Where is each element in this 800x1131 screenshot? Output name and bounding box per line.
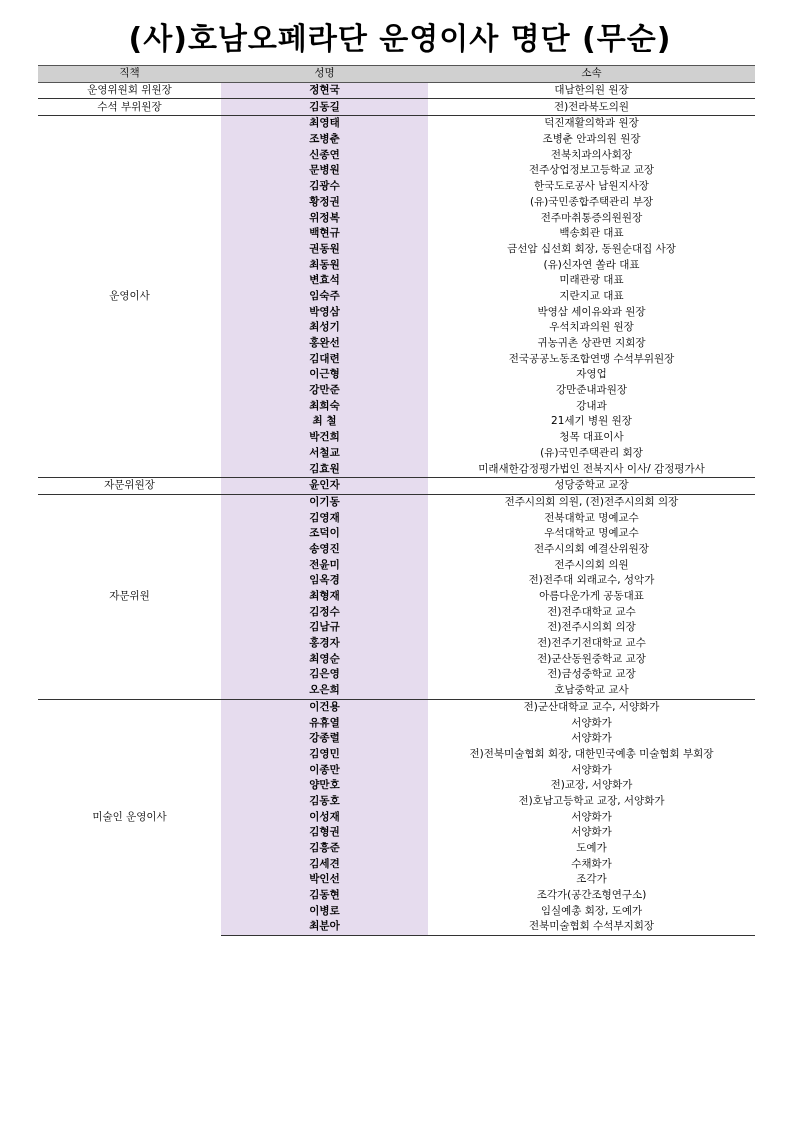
header-role: 직책 <box>38 66 221 83</box>
affiliation-cell: 전북치과의사회장 <box>550 148 633 161</box>
affiliation-cell: 미래관광 대표 <box>559 274 624 287</box>
affiliation-cell: 자영업 <box>576 368 607 381</box>
name-cell: 이기동 <box>221 494 428 510</box>
name-cell: 김흥준 <box>221 841 428 857</box>
affiliation-cell: 전주시의회 예결산위원장 <box>534 542 649 555</box>
affiliation-cell: 우석치과의원 원장 <box>549 321 634 334</box>
name-cell: 최동원 <box>221 257 428 273</box>
affiliation-cell: 강만준내과원장 <box>555 384 627 397</box>
affiliation-cell: (유)국민종합주택관리 부장 <box>529 195 654 208</box>
name-cell: 최 철 <box>221 414 428 430</box>
name-cell: 임숙주 <box>221 289 428 305</box>
table-row <box>38 99 755 116</box>
name-cell: 박건희 <box>221 430 428 446</box>
name-cell: 서철교 <box>221 446 428 462</box>
table-row <box>38 699 755 715</box>
name-cell: 김형권 <box>221 825 428 841</box>
affiliation-cell: 덕진재활의학과 원장 <box>428 116 755 132</box>
name-cell: 오은희 <box>221 683 428 699</box>
affiliation-cell: 도예가 <box>576 842 607 855</box>
name-cell: 최희숙 <box>221 398 428 414</box>
affiliation-cell: 전)전라북도의원 <box>428 99 755 116</box>
name-cell: 김영재 <box>221 510 428 526</box>
affiliation-cell: 21세기 병원 원장 <box>551 415 632 428</box>
affiliation-cell: 전)전주대학교 교수 <box>547 605 636 618</box>
affiliation-cell: 전국공공노동조합연맹 수석부위원장 <box>508 352 675 365</box>
affiliation-cell: 강내과 <box>576 399 607 412</box>
affiliation-cell: 전북대학교 명예교수 <box>544 511 639 524</box>
name-cell: 강만준 <box>221 383 428 399</box>
role-cell: 운영위원회 위원장 <box>38 82 221 99</box>
name-cell: 변효석 <box>221 273 428 289</box>
affiliation-cell: 임실예총 회장, 도예가 <box>540 904 643 917</box>
name-cell: 백현규 <box>221 226 428 242</box>
header-affiliation: 소속 <box>428 66 755 83</box>
table-row <box>38 82 755 99</box>
role-cell: 자문위원 <box>38 494 221 699</box>
affiliation-cell: 전)호남고등학교 교장, 서양화가 <box>518 794 665 807</box>
name-cell: 김남규 <box>221 620 428 636</box>
role-cell: 운영이사 <box>38 116 221 478</box>
table-row <box>38 477 755 494</box>
affiliation-cell: (유)국민주택관리 회장 <box>540 446 643 459</box>
name-cell: 김세견 <box>221 856 428 872</box>
affiliation-cell: 백송회관 대표 <box>559 227 624 240</box>
affiliation-cell: 전)전주시의회 의장 <box>547 621 636 634</box>
name-cell: 위정복 <box>221 210 428 226</box>
name-cell: 조덕이 <box>221 526 428 542</box>
affiliation-cell: 한국도로공사 남원지사장 <box>534 180 649 193</box>
name-cell: 권동원 <box>221 242 428 258</box>
name-cell: 최성기 <box>221 320 428 336</box>
header-name: 성명 <box>221 66 428 83</box>
affiliation-cell: 금선암 십선회 회장, 동원순대집 사장 <box>507 242 676 255</box>
affiliation-cell: 우석대학교 명예교수 <box>544 527 639 540</box>
name-cell: 홍경자 <box>221 636 428 652</box>
table-row <box>38 116 755 132</box>
name-cell: 양만호 <box>221 778 428 794</box>
affiliation-cell: 서양화가 <box>571 763 612 776</box>
name-cell: 이병로 <box>221 903 428 919</box>
affiliation-cell: 전주마취통증의원원장 <box>540 211 643 224</box>
name-cell: 문병원 <box>221 163 428 179</box>
name-cell: 김동호 <box>221 794 428 810</box>
name-cell: 박인선 <box>221 872 428 888</box>
affiliation-cell: 수채화가 <box>571 857 612 870</box>
affiliation-cell: 전)교장, 서양화가 <box>550 779 633 792</box>
affiliation-cell: 전)전북미술협회 회장, 대한민국예총 미술협회 부회장 <box>469 747 714 760</box>
name-cell: 김광수 <box>221 179 428 195</box>
name-cell: 최분아 <box>221 919 428 935</box>
roster-table <box>38 65 755 936</box>
name-cell: 홍완선 <box>221 336 428 352</box>
affiliation-cell: 전주시의회 의원 <box>554 558 629 571</box>
table-row <box>38 494 755 510</box>
table-body <box>38 82 755 935</box>
affiliation-cell: 전)전주대 외래교수, 성악가 <box>528 574 655 587</box>
name-cell: 이건용 <box>221 699 428 715</box>
affiliation-cell: 청목 대표이사 <box>559 431 624 444</box>
affiliation-cell: 서양화가 <box>571 810 612 823</box>
name-cell: 김대련 <box>221 351 428 367</box>
affiliation-cell: 조각가 <box>576 873 607 886</box>
name-cell: 김효원 <box>221 461 428 477</box>
affiliation-cell: 성당중학교 교장 <box>428 477 755 494</box>
affiliation-cell: 전)전주기전대학교 교수 <box>537 637 646 650</box>
name-cell: 전윤미 <box>221 557 428 573</box>
role-cell: 미술인 운영이사 <box>38 699 221 935</box>
affiliation-cell: 대남한의원 원장 <box>428 82 755 99</box>
name-cell: 신종연 <box>221 147 428 163</box>
affiliation-cell: 서양화가 <box>571 826 612 839</box>
affiliation-cell: 서양화가 <box>571 732 612 745</box>
name-cell: 박영삼 <box>221 304 428 320</box>
name-cell: 강종렬 <box>221 731 428 747</box>
name-cell: 김동길 <box>221 99 428 116</box>
affiliation-cell: 호남중학교 교사 <box>554 684 629 697</box>
name-cell: 이성재 <box>221 809 428 825</box>
role-cell: 자문위원장 <box>38 477 221 494</box>
affiliation-cell: 미래새한감정평가법인 전북지사 이사/ 감정평가사 <box>478 462 705 475</box>
name-cell: 송영진 <box>221 542 428 558</box>
name-cell: 최영순 <box>221 651 428 667</box>
affiliation-cell: (유)신자연 쏠라 대표 <box>543 258 640 271</box>
name-cell: 이근형 <box>221 367 428 383</box>
table-header <box>38 66 755 83</box>
name-cell: 임옥경 <box>221 573 428 589</box>
affiliation-cell: 조병춘 안과의원 원장 <box>542 133 641 146</box>
name-cell: 김은영 <box>221 667 428 683</box>
affiliation-cell: 전북미술협회 수석부지회장 <box>428 919 755 935</box>
affiliation-cell: 전주상업정보고등학교 교장 <box>528 164 655 177</box>
page-title: (사)호남오페라단 운영이사 명단 (무순) <box>128 22 672 57</box>
name-cell: 이종만 <box>221 762 428 778</box>
affiliation-cell: 아름다운가게 공동대표 <box>539 590 644 603</box>
affiliation-cell: 서양화가 <box>571 716 612 729</box>
affiliation-cell: 지란지교 대표 <box>559 289 624 302</box>
name-cell: 황정권 <box>221 195 428 211</box>
name-cell: 정현국 <box>221 82 428 99</box>
name-cell: 유휴열 <box>221 715 428 731</box>
name-cell: 김정수 <box>221 604 428 620</box>
affiliation-cell: 박영삼 세이유와과 원장 <box>537 305 646 318</box>
affiliation-cell: 전주시의회 의원, (전)전주시의회 의장 <box>428 494 755 510</box>
affiliation-cell: 전)금성중학교 교장 <box>547 668 636 681</box>
name-cell: 최영태 <box>221 116 428 132</box>
name-cell: 김영민 <box>221 747 428 763</box>
name-cell: 조병춘 <box>221 132 428 148</box>
role-cell: 수석 부위원장 <box>38 99 221 116</box>
name-cell: 김동현 <box>221 888 428 904</box>
affiliation-cell: 귀농귀촌 상관면 지회장 <box>537 337 646 350</box>
affiliation-cell: 전)군산대학교 교수, 서양화가 <box>428 699 755 715</box>
name-cell: 윤인자 <box>221 477 428 494</box>
affiliation-cell: 조각가(공간조형연구소) <box>536 889 647 902</box>
name-cell: 최형재 <box>221 589 428 605</box>
affiliation-cell: 전)군산동원중학교 교장 <box>537 652 646 665</box>
